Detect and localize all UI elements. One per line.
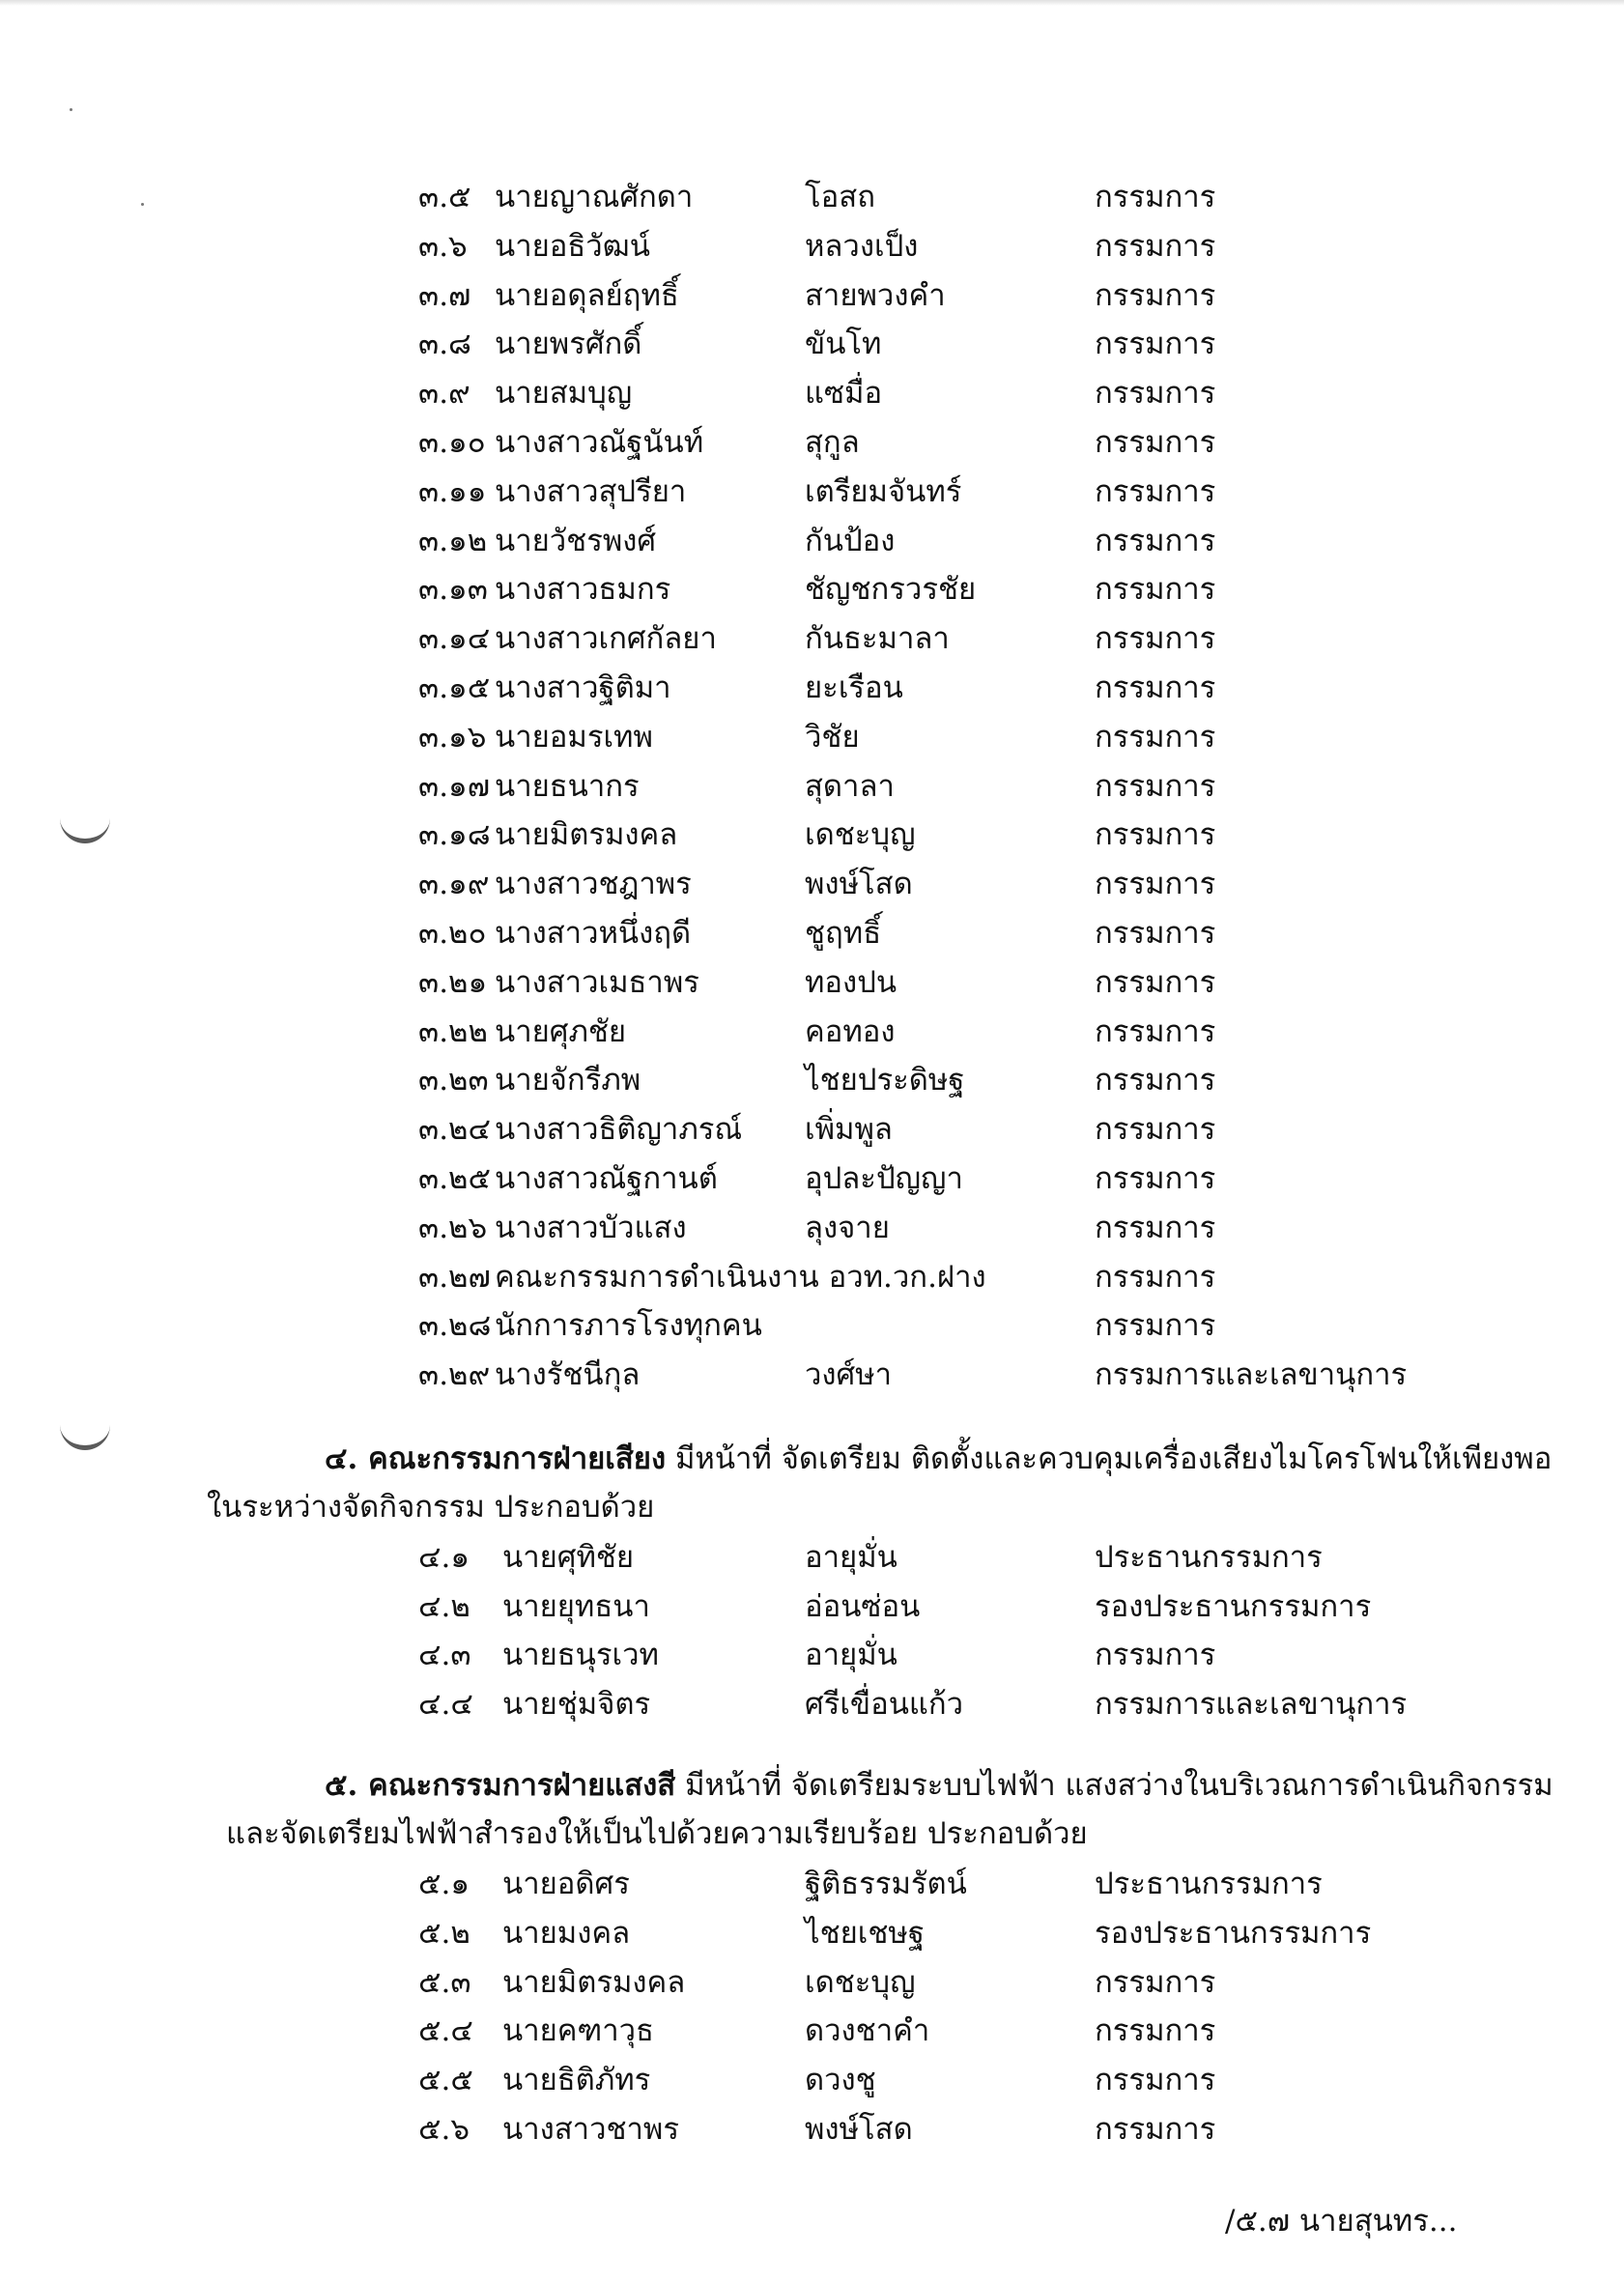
member-number: ๓.๗ <box>418 277 471 313</box>
member-name: นายวัชรพงศ์ <box>495 523 657 558</box>
member-surname: แซมื่อ <box>805 376 883 412</box>
member-name: นางสาวณัฐนันท์ <box>495 425 704 460</box>
member-number: ๓.๒๗ <box>418 1259 491 1295</box>
member-role: กรรมการ <box>1095 2013 1216 2049</box>
member-role: กรรมการ <box>1095 1210 1216 1245</box>
member-surname: ชัญชกรวรชัย <box>805 572 977 608</box>
member-role: รองประธานกรรมการ <box>1095 1915 1372 1951</box>
member-number: ๓.๑๑ <box>418 473 487 509</box>
member-number: ๔.๑ <box>418 1540 470 1575</box>
member-surname: ไชยเชษฐ <box>805 1915 925 1951</box>
member-number: ๓.๑๒ <box>418 523 488 558</box>
member-role: กรรมการ <box>1095 425 1216 460</box>
member-number: ๓.๖ <box>418 228 468 264</box>
member-number: ๓.๑๔ <box>418 621 491 657</box>
member-role: กรรมการ <box>1095 1964 1216 2000</box>
member-role: กรรมการและเลขานุการ <box>1095 1357 1408 1393</box>
page-continuation-note: /๕.๗ นายสุนทร... <box>1225 2204 1458 2239</box>
member-name: นางสาวเมธาพร <box>495 964 699 1000</box>
member-role: ประธานกรรมการ <box>1095 1540 1323 1575</box>
member-surname: วิชัย <box>805 719 860 755</box>
member-role: กรรมการ <box>1095 376 1216 412</box>
member-surname: ทองปน <box>805 964 897 1000</box>
member-surname: เดชะบุญ <box>805 817 916 853</box>
section-5-paragraph <box>325 1766 1553 1805</box>
section-5-duty-continued: และจัดเตรียมไฟฟ้าสำรองให้เป็นไปด้วยความเรียบร้อย ประกอบด้วย <box>226 1816 1088 1851</box>
member-role: กรรมการ <box>1095 2112 1216 2147</box>
member-number: ๓.๘ <box>418 327 471 362</box>
member-name: นายธนุรเวท <box>502 1638 659 1673</box>
member-surname: อายุมั่น <box>805 1638 897 1673</box>
member-role: กรรมการ <box>1095 1308 1216 1344</box>
member-name: นายชุ่มจิตร <box>502 1687 651 1723</box>
member-number: ๔.๓ <box>418 1638 471 1673</box>
member-role: กรรมการ <box>1095 1112 1216 1148</box>
member-number: ๓.๒๖ <box>418 1210 488 1245</box>
member-surname: คอทอง <box>805 1013 896 1049</box>
member-number: ๓.๑๘ <box>418 817 491 853</box>
member-role: กรรมการ <box>1095 1161 1216 1196</box>
member-name: นายธนากร <box>495 768 640 804</box>
member-role: รองประธานกรรมการ <box>1095 1588 1372 1624</box>
member-role: กรรมการ <box>1095 523 1216 558</box>
member-surname: ฐิติธรรมรัตน์ <box>805 1867 967 1901</box>
member-name: นายญาณศักดา <box>495 180 694 214</box>
member-surname: ชูฤทธิ์ <box>805 916 882 951</box>
member-number: ๕.๔ <box>418 2013 473 2049</box>
member-surname: สุกูล <box>805 425 860 460</box>
member-name: นักการภารโรงทุกคน <box>495 1308 762 1344</box>
member-surname: อายุมั่น <box>805 1540 897 1575</box>
member-surname: กันธะมาลา <box>805 621 950 657</box>
member-number: ๓.๒๕ <box>418 1161 491 1196</box>
member-role: กรรมการ <box>1095 867 1216 902</box>
member-surname: ยะเรือน <box>805 670 903 705</box>
member-name: นางสาวสุปรียา <box>495 473 687 509</box>
member-surname: อุปละปัญญา <box>805 1161 963 1196</box>
member-name: นายศุภชัย <box>495 1013 627 1049</box>
member-name: นายคฑาวุธ <box>502 2013 654 2049</box>
member-name: นายอดิศร <box>502 1867 630 1901</box>
member-role: กรรมการ <box>1095 180 1216 214</box>
member-role: กรรมการ <box>1095 1063 1216 1098</box>
member-number: ๓.๑๕ <box>418 670 491 705</box>
member-name: นางรัชนีกุล <box>495 1357 641 1393</box>
member-name: นายอมรเทพ <box>495 719 653 755</box>
member-role: กรรมการ <box>1095 719 1216 755</box>
member-name: นายมิตรมงคล <box>502 1964 686 2000</box>
member-name: นางสาวบัวแสง <box>495 1210 687 1245</box>
section-4-duty: มีหน้าที่ จัดเตรียม ติดตั้งและควบคุมเครื่องเสียงไมโครโฟนให้เพียงพอ <box>674 1441 1553 1476</box>
member-surname: ศรีเขื่อนแก้ว <box>805 1687 964 1723</box>
member-surname: กันป้อง <box>805 523 896 558</box>
section-4-heading: ๔. คณะกรรมการฝ่ายเสียง <box>325 1441 667 1476</box>
member-name: นายอดุลย์ฤทธิ์ <box>495 277 679 313</box>
member-role: กรรมการ <box>1095 964 1216 1000</box>
member-number: ๕.๖ <box>418 2112 470 2147</box>
punch-hole-mark <box>60 810 110 843</box>
member-role: กรรมการ <box>1095 1638 1216 1673</box>
member-number: ๕.๕ <box>418 2063 473 2098</box>
member-surname: สุดาลา <box>805 768 895 804</box>
member-number: ๓.๑๐ <box>418 425 486 460</box>
member-name: นายสมบุญ <box>495 376 633 412</box>
member-number: ๓.๑๖ <box>418 719 487 755</box>
member-name: นายจักรีภพ <box>495 1063 641 1098</box>
member-name: นางสาวฐิติมา <box>495 670 671 705</box>
member-number: ๓.๙ <box>418 376 470 412</box>
member-role: ประธานกรรมการ <box>1095 1867 1323 1901</box>
member-name: นายมงคล <box>502 1915 631 1951</box>
member-surname: พงษ์โสด <box>805 2112 913 2147</box>
member-number: ๔.๒ <box>418 1588 470 1624</box>
member-role: กรรมการ <box>1095 768 1216 804</box>
member-number: ๓.๒๑ <box>418 964 488 1000</box>
member-number: ๓.๑๙ <box>418 867 490 902</box>
member-role: กรรมการและเลขานุการ <box>1095 1687 1408 1723</box>
member-number: ๕.๑ <box>418 1867 470 1901</box>
member-surname: วงศ์ษา <box>805 1357 893 1393</box>
member-number: ๓.๑๗ <box>418 768 491 804</box>
member-surname: เดชะบุญ <box>805 1964 916 2000</box>
member-surname: ขันโท <box>805 327 882 362</box>
member-surname: เตรียมจันทร์ <box>805 473 962 509</box>
member-surname: โอสถ <box>805 180 875 214</box>
member-number: ๓.๒๒ <box>418 1013 488 1049</box>
scan-edge <box>0 0 1624 6</box>
member-surname: อ่อนซ่อน <box>805 1588 921 1624</box>
member-name: นางสาวชฎาพร <box>495 867 692 902</box>
member-role: กรรมการ <box>1095 916 1216 951</box>
member-role: กรรมการ <box>1095 327 1216 362</box>
member-surname: ดวงชาคำ <box>805 2013 930 2049</box>
member-surname: ลุงจาย <box>805 1210 890 1245</box>
member-number: ๕.๒ <box>418 1915 470 1951</box>
scan-speck <box>70 108 72 111</box>
member-number: ๓.๑๓ <box>418 572 488 608</box>
member-surname: พงษ์โสด <box>805 867 913 902</box>
member-name: นางสาวณัฐกานต์ <box>495 1161 718 1196</box>
member-name: นายธิติภัทร <box>502 2063 651 2098</box>
member-name: นายอธิวัฒน์ <box>495 228 650 264</box>
member-role: กรรมการ <box>1095 277 1216 313</box>
member-role: กรรมการ <box>1095 2063 1216 2098</box>
member-role: กรรมการ <box>1095 670 1216 705</box>
member-number: ๔.๔ <box>418 1687 473 1723</box>
member-name: นางสาวหนึ่งฤดี <box>495 916 692 951</box>
member-role: กรรมการ <box>1095 228 1216 264</box>
member-name: นางสาวชาพร <box>502 2112 680 2147</box>
member-role: กรรมการ <box>1095 473 1216 509</box>
member-name: นายพรศักดิ์ <box>495 327 642 362</box>
member-number: ๓.๒๓ <box>418 1063 489 1098</box>
member-name: นางสาวเกศกัลยา <box>495 621 717 657</box>
member-name: นางสาวธิติญาภรณ์ <box>495 1112 743 1148</box>
section-4-paragraph <box>325 1440 1552 1478</box>
member-role: กรรมการ <box>1095 1259 1216 1295</box>
member-name: คณะกรรมการดำเนินงาน อวท.วก.ฝาง <box>495 1259 986 1295</box>
member-name: นายยุทธนา <box>502 1588 650 1624</box>
member-name: นายมิตรมงคล <box>495 817 678 853</box>
member-surname: ดวงชู <box>805 2063 876 2098</box>
member-surname: หลวงเป็ง <box>805 228 919 264</box>
member-number: ๕.๓ <box>418 1964 471 2000</box>
member-role: กรรมการ <box>1095 621 1216 657</box>
member-name: นายศุทิชัย <box>502 1540 635 1575</box>
member-number: ๓.๒๘ <box>418 1308 492 1344</box>
scan-speck <box>141 203 144 206</box>
section-5-heading: ๕. คณะกรรมการฝ่ายแสงสี <box>325 1768 676 1803</box>
section-4-duty-continued: ในระหว่างจัดกิจกรรม ประกอบด้วย <box>207 1490 655 1525</box>
member-surname: ไชยประดิษฐ <box>805 1063 965 1098</box>
member-role: กรรมการ <box>1095 1013 1216 1049</box>
member-number: ๓.๒๔ <box>418 1112 491 1148</box>
punch-hole-mark <box>60 1416 110 1450</box>
member-number: ๓.๒๙ <box>418 1357 491 1393</box>
section-5-duty: มีหน้าที่ จัดเตรียมระบบไฟฟ้า แสงสว่างในบริเวณการดำเนินกิจกรรม <box>685 1768 1553 1803</box>
member-role: กรรมการ <box>1095 572 1216 608</box>
member-number: ๓.๒๐ <box>418 916 487 951</box>
member-number: ๓.๕ <box>418 180 471 214</box>
member-role: กรรมการ <box>1095 817 1216 853</box>
member-surname: เพิ่มพูล <box>805 1112 893 1148</box>
member-surname: สายพวงคำ <box>805 277 946 313</box>
member-name: นางสาวธมกร <box>495 572 671 608</box>
